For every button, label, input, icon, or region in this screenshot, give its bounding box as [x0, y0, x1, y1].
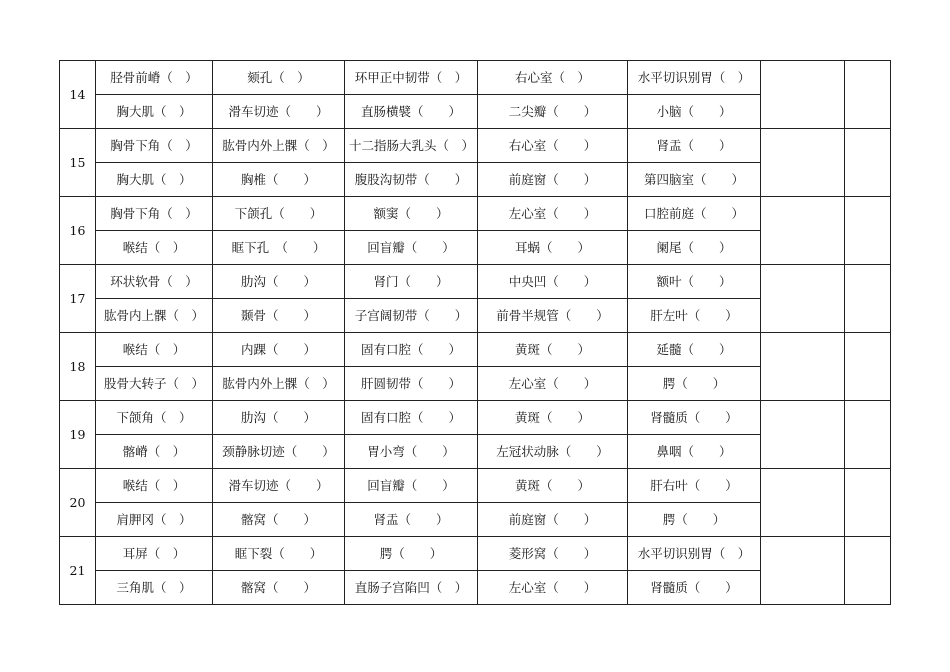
- term-cell[interactable]: 滑车切迹（ ）: [213, 95, 345, 129]
- term-cell[interactable]: 黄斑（ ）: [478, 469, 628, 503]
- term-cell[interactable]: 胫骨前嵴（ ）: [96, 61, 213, 95]
- term-cell[interactable]: 左心室（ ）: [478, 367, 628, 401]
- term-cell[interactable]: 滑车切迹（ ）: [213, 469, 345, 503]
- term-cell[interactable]: 胸大肌（ ）: [96, 163, 213, 197]
- term-cell[interactable]: 阑尾（ ）: [628, 231, 761, 265]
- term-cell[interactable]: 水平切识别胃（ ）: [628, 61, 761, 95]
- term-cell[interactable]: 肝左叶（ ）: [628, 299, 761, 333]
- term-cell[interactable]: 肝圆韧带（ ）: [345, 367, 478, 401]
- item-number-cell: 16: [60, 197, 96, 265]
- table-row: [60, 197, 891, 231]
- term-cell[interactable]: 黄斑（ ）: [478, 333, 628, 367]
- term-cell[interactable]: 回盲瓣（ ）: [345, 469, 478, 503]
- remark-cell[interactable]: [845, 469, 891, 537]
- anatomy-checklist-table: [59, 60, 891, 605]
- term-cell[interactable]: 下颌孔（ ）: [213, 197, 345, 231]
- term-cell[interactable]: 胸骨下角（ ）: [96, 197, 213, 231]
- term-cell[interactable]: 前庭窗（ ）: [478, 503, 628, 537]
- term-cell[interactable]: 直肠横襞（ ）: [345, 95, 478, 129]
- term-cell[interactable]: 水平切识别胃（ ）: [628, 537, 761, 571]
- term-cell[interactable]: 环状软骨（ ）: [96, 265, 213, 299]
- term-cell[interactable]: 右心室（ ）: [478, 61, 628, 95]
- term-cell[interactable]: 回盲瓣（ ）: [345, 231, 478, 265]
- term-cell[interactable]: 鼻咽（ ）: [628, 435, 761, 469]
- term-cell[interactable]: 颞骨（ ）: [213, 299, 345, 333]
- term-cell[interactable]: 股骨大转子（ ）: [96, 367, 213, 401]
- term-cell[interactable]: 肱骨内外上髁（ ）: [213, 367, 345, 401]
- term-cell[interactable]: 肾门（ ）: [345, 265, 478, 299]
- term-cell[interactable]: 颏孔（ ）: [213, 61, 345, 95]
- item-number-cell: 18: [60, 333, 96, 401]
- term-cell[interactable]: 延髓（ ）: [628, 333, 761, 367]
- term-cell[interactable]: 肱骨内上髁（ ）: [96, 299, 213, 333]
- term-cell[interactable]: 眶下裂（ ）: [213, 537, 345, 571]
- term-cell[interactable]: 腹股沟韧带（ ）: [345, 163, 478, 197]
- term-cell[interactable]: 菱形窝（ ）: [478, 537, 628, 571]
- table-row: [60, 537, 891, 571]
- score-cell[interactable]: [761, 265, 845, 333]
- table-row: [60, 129, 891, 163]
- item-number-cell: 14: [60, 61, 96, 129]
- term-cell[interactable]: 腭（ ）: [345, 537, 478, 571]
- term-cell[interactable]: 中央凹（ ）: [478, 265, 628, 299]
- term-cell[interactable]: 十二指肠大乳头（ ）: [345, 129, 478, 163]
- term-cell[interactable]: 腭（ ）: [628, 503, 761, 537]
- table-row: [60, 401, 891, 435]
- term-cell[interactable]: 胸大肌（ ）: [96, 95, 213, 129]
- score-cell[interactable]: [761, 537, 845, 605]
- term-cell[interactable]: 子宫阔韧带（ ）: [345, 299, 478, 333]
- term-cell[interactable]: 肋沟（ ）: [213, 265, 345, 299]
- term-cell[interactable]: 肾髓质（ ）: [628, 571, 761, 605]
- term-cell[interactable]: 右心室（ ）: [478, 129, 628, 163]
- term-cell[interactable]: 耳蜗（ ）: [478, 231, 628, 265]
- term-cell[interactable]: 肾盂（ ）: [345, 503, 478, 537]
- term-cell[interactable]: 肾盂（ ）: [628, 129, 761, 163]
- term-cell[interactable]: 肋沟（ ）: [213, 401, 345, 435]
- term-cell[interactable]: 额窦（ ）: [345, 197, 478, 231]
- term-cell[interactable]: 三角肌（ ）: [96, 571, 213, 605]
- term-cell[interactable]: 左冠状动脉（ ）: [478, 435, 628, 469]
- score-cell[interactable]: [761, 333, 845, 401]
- term-cell[interactable]: 胸椎（ ）: [213, 163, 345, 197]
- item-number-cell: 19: [60, 401, 96, 469]
- term-cell[interactable]: 第四脑室（ ）: [628, 163, 761, 197]
- term-cell[interactable]: 口腔前庭（ ）: [628, 197, 761, 231]
- term-cell[interactable]: 内踝（ ）: [213, 333, 345, 367]
- term-cell[interactable]: 耳屏（ ）: [96, 537, 213, 571]
- term-cell[interactable]: 髂嵴（ ）: [96, 435, 213, 469]
- term-cell[interactable]: 肱骨内外上髁（ ）: [213, 129, 345, 163]
- term-cell[interactable]: 左心室（ ）: [478, 197, 628, 231]
- term-cell[interactable]: 二尖瓣（ ）: [478, 95, 628, 129]
- term-cell[interactable]: 胸骨下角（ ）: [96, 129, 213, 163]
- score-cell[interactable]: [761, 197, 845, 265]
- item-number-cell: 20: [60, 469, 96, 537]
- table-row: [60, 333, 891, 367]
- table-row: [60, 469, 891, 503]
- term-cell[interactable]: 髂窝（ ）: [213, 503, 345, 537]
- score-cell[interactable]: [761, 469, 845, 537]
- remark-cell[interactable]: [845, 333, 891, 401]
- remark-cell[interactable]: [845, 537, 891, 605]
- term-cell[interactable]: 前骨半规管（ ）: [478, 299, 628, 333]
- term-cell[interactable]: 喉结（ ）: [96, 333, 213, 367]
- term-cell[interactable]: 喉结（ ）: [96, 469, 213, 503]
- term-cell[interactable]: 固有口腔（ ）: [345, 401, 478, 435]
- term-cell[interactable]: 颈静脉切迹（ ）: [213, 435, 345, 469]
- term-cell[interactable]: 黄斑（ ）: [478, 401, 628, 435]
- term-cell[interactable]: 额叶（ ）: [628, 265, 761, 299]
- item-number-cell: 17: [60, 265, 96, 333]
- term-cell[interactable]: 环甲正中韧带（ ）: [345, 61, 478, 95]
- term-cell[interactable]: 小脑（ ）: [628, 95, 761, 129]
- term-cell[interactable]: 左心室（ ）: [478, 571, 628, 605]
- score-cell[interactable]: [761, 129, 845, 197]
- remark-cell[interactable]: [845, 197, 891, 265]
- item-number-cell: 21: [60, 537, 96, 605]
- term-cell[interactable]: 眶下孔 （ ）: [213, 231, 345, 265]
- term-cell[interactable]: 直肠子宫陷凹（ ）: [345, 571, 478, 605]
- remark-cell[interactable]: [845, 61, 891, 129]
- remark-cell[interactable]: [845, 265, 891, 333]
- term-cell[interactable]: 下颌角（ ）: [96, 401, 213, 435]
- term-cell[interactable]: 前庭窗（ ）: [478, 163, 628, 197]
- term-cell[interactable]: 腭（ ）: [628, 367, 761, 401]
- table-row: [60, 265, 891, 299]
- score-cell[interactable]: [761, 61, 845, 129]
- table-row: [60, 61, 891, 95]
- term-cell[interactable]: 肾髓质（ ）: [628, 401, 761, 435]
- term-cell[interactable]: 固有口腔（ ）: [345, 333, 478, 367]
- remark-cell[interactable]: [845, 401, 891, 469]
- term-cell[interactable]: 髂窝（ ）: [213, 571, 345, 605]
- item-number-cell: 15: [60, 129, 96, 197]
- term-cell[interactable]: 肝右叶（ ）: [628, 469, 761, 503]
- score-cell[interactable]: [761, 401, 845, 469]
- term-cell[interactable]: 喉结（ ）: [96, 231, 213, 265]
- remark-cell[interactable]: [845, 129, 891, 197]
- table-body: [60, 61, 891, 605]
- term-cell[interactable]: 胃小弯（ ）: [345, 435, 478, 469]
- term-cell[interactable]: 肩胛冈（ ）: [96, 503, 213, 537]
